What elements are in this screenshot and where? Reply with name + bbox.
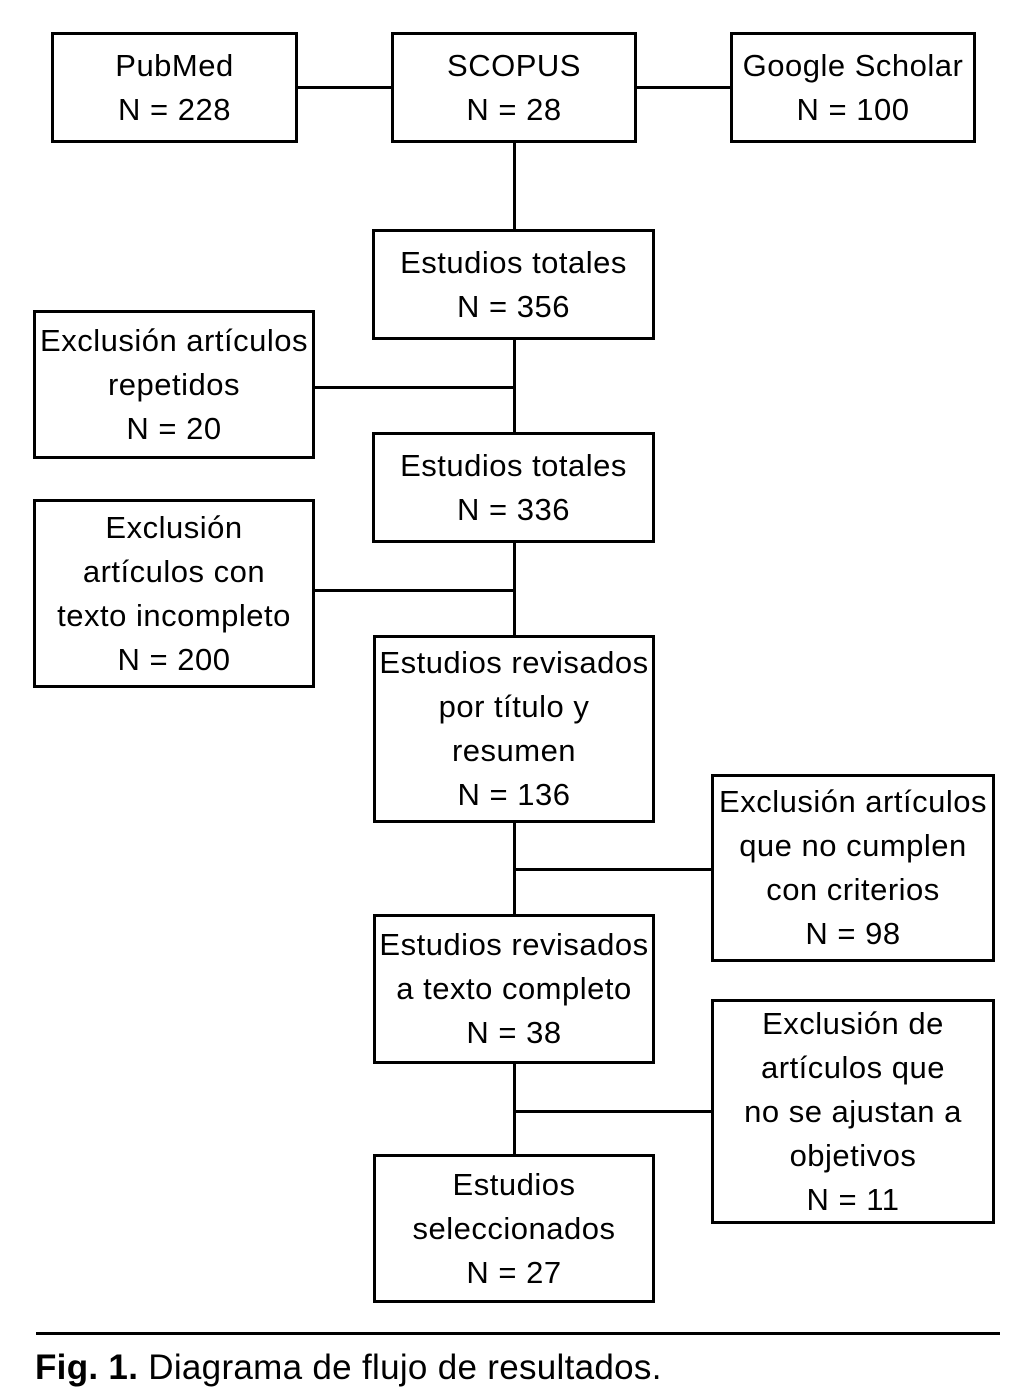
node-line: N = 20 (126, 410, 222, 446)
node-line: con criterios (766, 872, 940, 907)
node-line: N = 200 (117, 641, 231, 677)
node-line: repetidos (107, 366, 241, 402)
node-line: artículos que (761, 1049, 945, 1085)
node-exclusion-repetidos (33, 310, 315, 459)
node-estudios-totales-356 (372, 229, 655, 340)
node-google-scholar (730, 32, 976, 143)
connector-repetidos-branch (315, 386, 513, 389)
caption-text: Diagrama de flujo de resultados. (148, 1348, 662, 1387)
node-line: N = 336 (457, 491, 570, 527)
node-revisados-titulo (373, 635, 655, 823)
node-exclusion-criterios (711, 774, 995, 962)
node-exclusion-incompleto (33, 499, 315, 688)
node-revisados-texto (373, 914, 655, 1064)
node-line: SCOPUS (447, 47, 581, 83)
connector-pubmed-scopus (298, 86, 391, 89)
node-estudios-totales-336 (372, 432, 655, 543)
node-line: N = 11 (806, 1181, 900, 1217)
node-line: Estudios totales (400, 244, 627, 280)
node-line: N = 100 (796, 91, 910, 127)
connector-criterios-branch (516, 868, 711, 871)
node-line: seleccionados (412, 1210, 616, 1246)
node-exclusion-objetivos (711, 999, 995, 1224)
node-line: que no cumplen (739, 828, 967, 863)
node-line: Exclusión de (762, 1005, 944, 1041)
node-pubmed (51, 32, 298, 143)
connector-totales336-revisadostitulo (513, 543, 516, 635)
node-line: no se ajustan a (744, 1093, 962, 1129)
node-line: N = 228 (118, 91, 231, 127)
node-seleccionados (373, 1154, 655, 1303)
node-line: N = 98 (805, 916, 901, 951)
connector-revisadostexto-seleccionados (513, 1064, 516, 1154)
node-line: Estudios (452, 1166, 576, 1202)
node-scopus (391, 32, 637, 143)
caption-label: Fig. 1. (35, 1348, 139, 1387)
node-line: resumen (451, 733, 577, 768)
connector-incompleto-branch (315, 589, 513, 592)
node-line: Exclusión artículos (40, 322, 308, 358)
node-line: N = 356 (457, 288, 570, 324)
caption-rule (36, 1332, 1000, 1335)
node-line: Exclusión (105, 509, 243, 545)
node-line: Estudios totales (400, 447, 627, 483)
node-line: N = 38 (466, 1015, 562, 1050)
node-line: a texto completo (396, 971, 632, 1006)
connector-scopus-totales356 (513, 143, 516, 229)
node-line: objetivos (789, 1137, 917, 1173)
node-line: texto incompleto (57, 597, 291, 633)
node-line: artículos con (82, 553, 266, 589)
node-line: Estudios revisados (379, 645, 649, 680)
connector-objetivos-branch (516, 1110, 711, 1113)
node-line: por título y (438, 689, 590, 724)
node-line: N = 27 (466, 1254, 562, 1290)
node-line: Exclusión artículos (719, 784, 987, 819)
node-line: Google Scholar (742, 47, 964, 83)
node-line: N = 136 (457, 777, 571, 812)
node-line: N = 28 (466, 91, 562, 127)
node-line: PubMed (115, 47, 234, 83)
connector-scopus-googlescholar (637, 86, 730, 89)
node-line: Estudios revisados (379, 927, 649, 962)
figure-caption (35, 1346, 995, 1390)
connector-totales356-totales336 (513, 340, 516, 432)
